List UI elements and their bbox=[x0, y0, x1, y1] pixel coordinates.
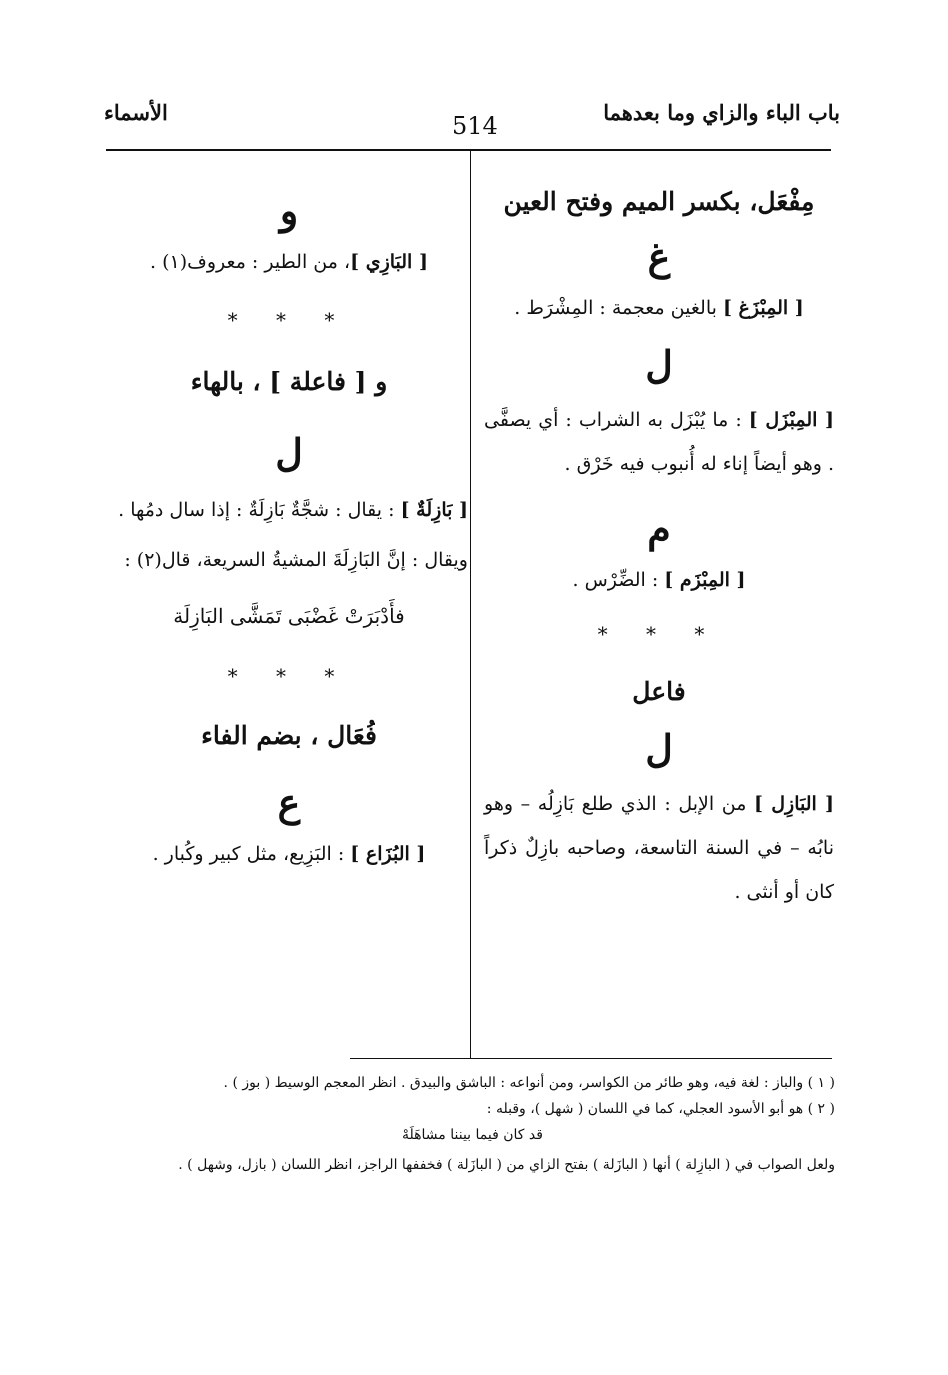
headword: [ بَازِلَةٌ ] bbox=[400, 499, 468, 521]
footnote-rule bbox=[350, 1058, 832, 1059]
letter-mim: م bbox=[647, 506, 671, 551]
letter-lam: ل bbox=[275, 430, 303, 475]
letter-waw: و bbox=[279, 188, 299, 233]
entry-mibzagh bbox=[484, 286, 834, 330]
definition: : ما يُبْزَل به الشراب : أي يصفَّى . وهو أيضاً إناء له أُنبوب فيه خَرْق . bbox=[484, 409, 834, 475]
headword: [ البُزَاع ] bbox=[350, 843, 426, 865]
definition: بالغين معجمة : المِشْرَط . bbox=[514, 297, 723, 319]
section-title: الأسماء bbox=[104, 100, 168, 125]
heading-faila: و [ فاعلة ] ، بالهاء bbox=[190, 367, 388, 396]
letter-gh: غ bbox=[647, 234, 671, 279]
section-separator: * * * bbox=[227, 664, 351, 688]
entry-mibzal bbox=[484, 398, 834, 486]
entry-bazi bbox=[110, 240, 468, 284]
heading-faail: فاعل bbox=[632, 677, 686, 706]
heading-fuaal: فُعَال ، بضم الفاء bbox=[201, 721, 377, 750]
headword: [ البَازِل ] bbox=[754, 793, 835, 815]
page-number: 514 bbox=[452, 112, 498, 140]
definition: : يقال : شجَّةٌ بَازِلَةٌ : إذا سال دمُها . bbox=[118, 499, 401, 521]
footnote-2-continued: ولعل الصواب في ( البازِلة ) أنها ( البازَلة ) بفتح الزاي من ( البازَلة ) فخففها الراجز، انظر اللسان ( بازل، وشهل ) . bbox=[178, 1157, 835, 1173]
entry-bazila-extra: ويقال : إنَّ البَازِلَةَ المشيةُ السريعة، قال(٢) : bbox=[124, 549, 468, 571]
heading-mifal: مِفْعَل، بكسر الميم وفتح العين bbox=[503, 187, 815, 216]
footnote-1: ( ١ ) والباز : لغة فيه، وهو طائر من الكواسر، ومن أنواعه : الباشق والبيدق . انظر المعجم الوسيط ( بوز ) . bbox=[223, 1075, 835, 1091]
headword: [ المِبْزَل ] bbox=[748, 409, 834, 431]
definition: ، من الطير : معروف(١) . bbox=[150, 251, 351, 273]
entry-mibzam bbox=[484, 558, 834, 602]
headword: [ البَازِي ] bbox=[350, 251, 428, 273]
entry-bazil bbox=[484, 782, 834, 914]
footnote-2: ( ٢ ) هو أبو الأسود العجلي، كما في اللسان ( شهل )، وقبله : bbox=[486, 1101, 835, 1117]
letter-lam: ل bbox=[645, 726, 673, 771]
section-separator: * * * bbox=[227, 308, 351, 332]
definition: : الضِّرْس . bbox=[572, 569, 665, 591]
column-divider bbox=[470, 150, 471, 1058]
left-column bbox=[110, 182, 468, 876]
chapter-title: باب الباء والزاي وما بعدهما bbox=[603, 100, 840, 125]
headword: [ المِبْزَغ ] bbox=[722, 297, 804, 319]
letter-lam: ل bbox=[645, 342, 673, 387]
entry-bazila bbox=[110, 488, 468, 532]
poem-verse: فأَدْبَرَتْ غَضْبَى تَمَشَّى البَازِلَة bbox=[173, 604, 405, 628]
definition: : البَزِيع، مثل كبير وكُبار . bbox=[152, 843, 351, 865]
footnote-verse: قد كان فيما بيننا مشاهَلَهْ bbox=[402, 1127, 543, 1143]
footnotes bbox=[110, 1070, 835, 1178]
right-column bbox=[484, 182, 834, 914]
header-rule bbox=[106, 149, 831, 151]
section-separator: * * * bbox=[597, 622, 721, 646]
entry-buzaa bbox=[110, 832, 468, 876]
definition: من الإبل : الذي طلع بَازِلُه – وهو نابُه – في السنة التاسعة، وصاحبه بازِلٌ ذكراً كان أو أنثى . bbox=[484, 793, 834, 903]
headword: [ المِبْزَم ] bbox=[664, 569, 746, 591]
letter-ain: ع bbox=[277, 780, 301, 825]
